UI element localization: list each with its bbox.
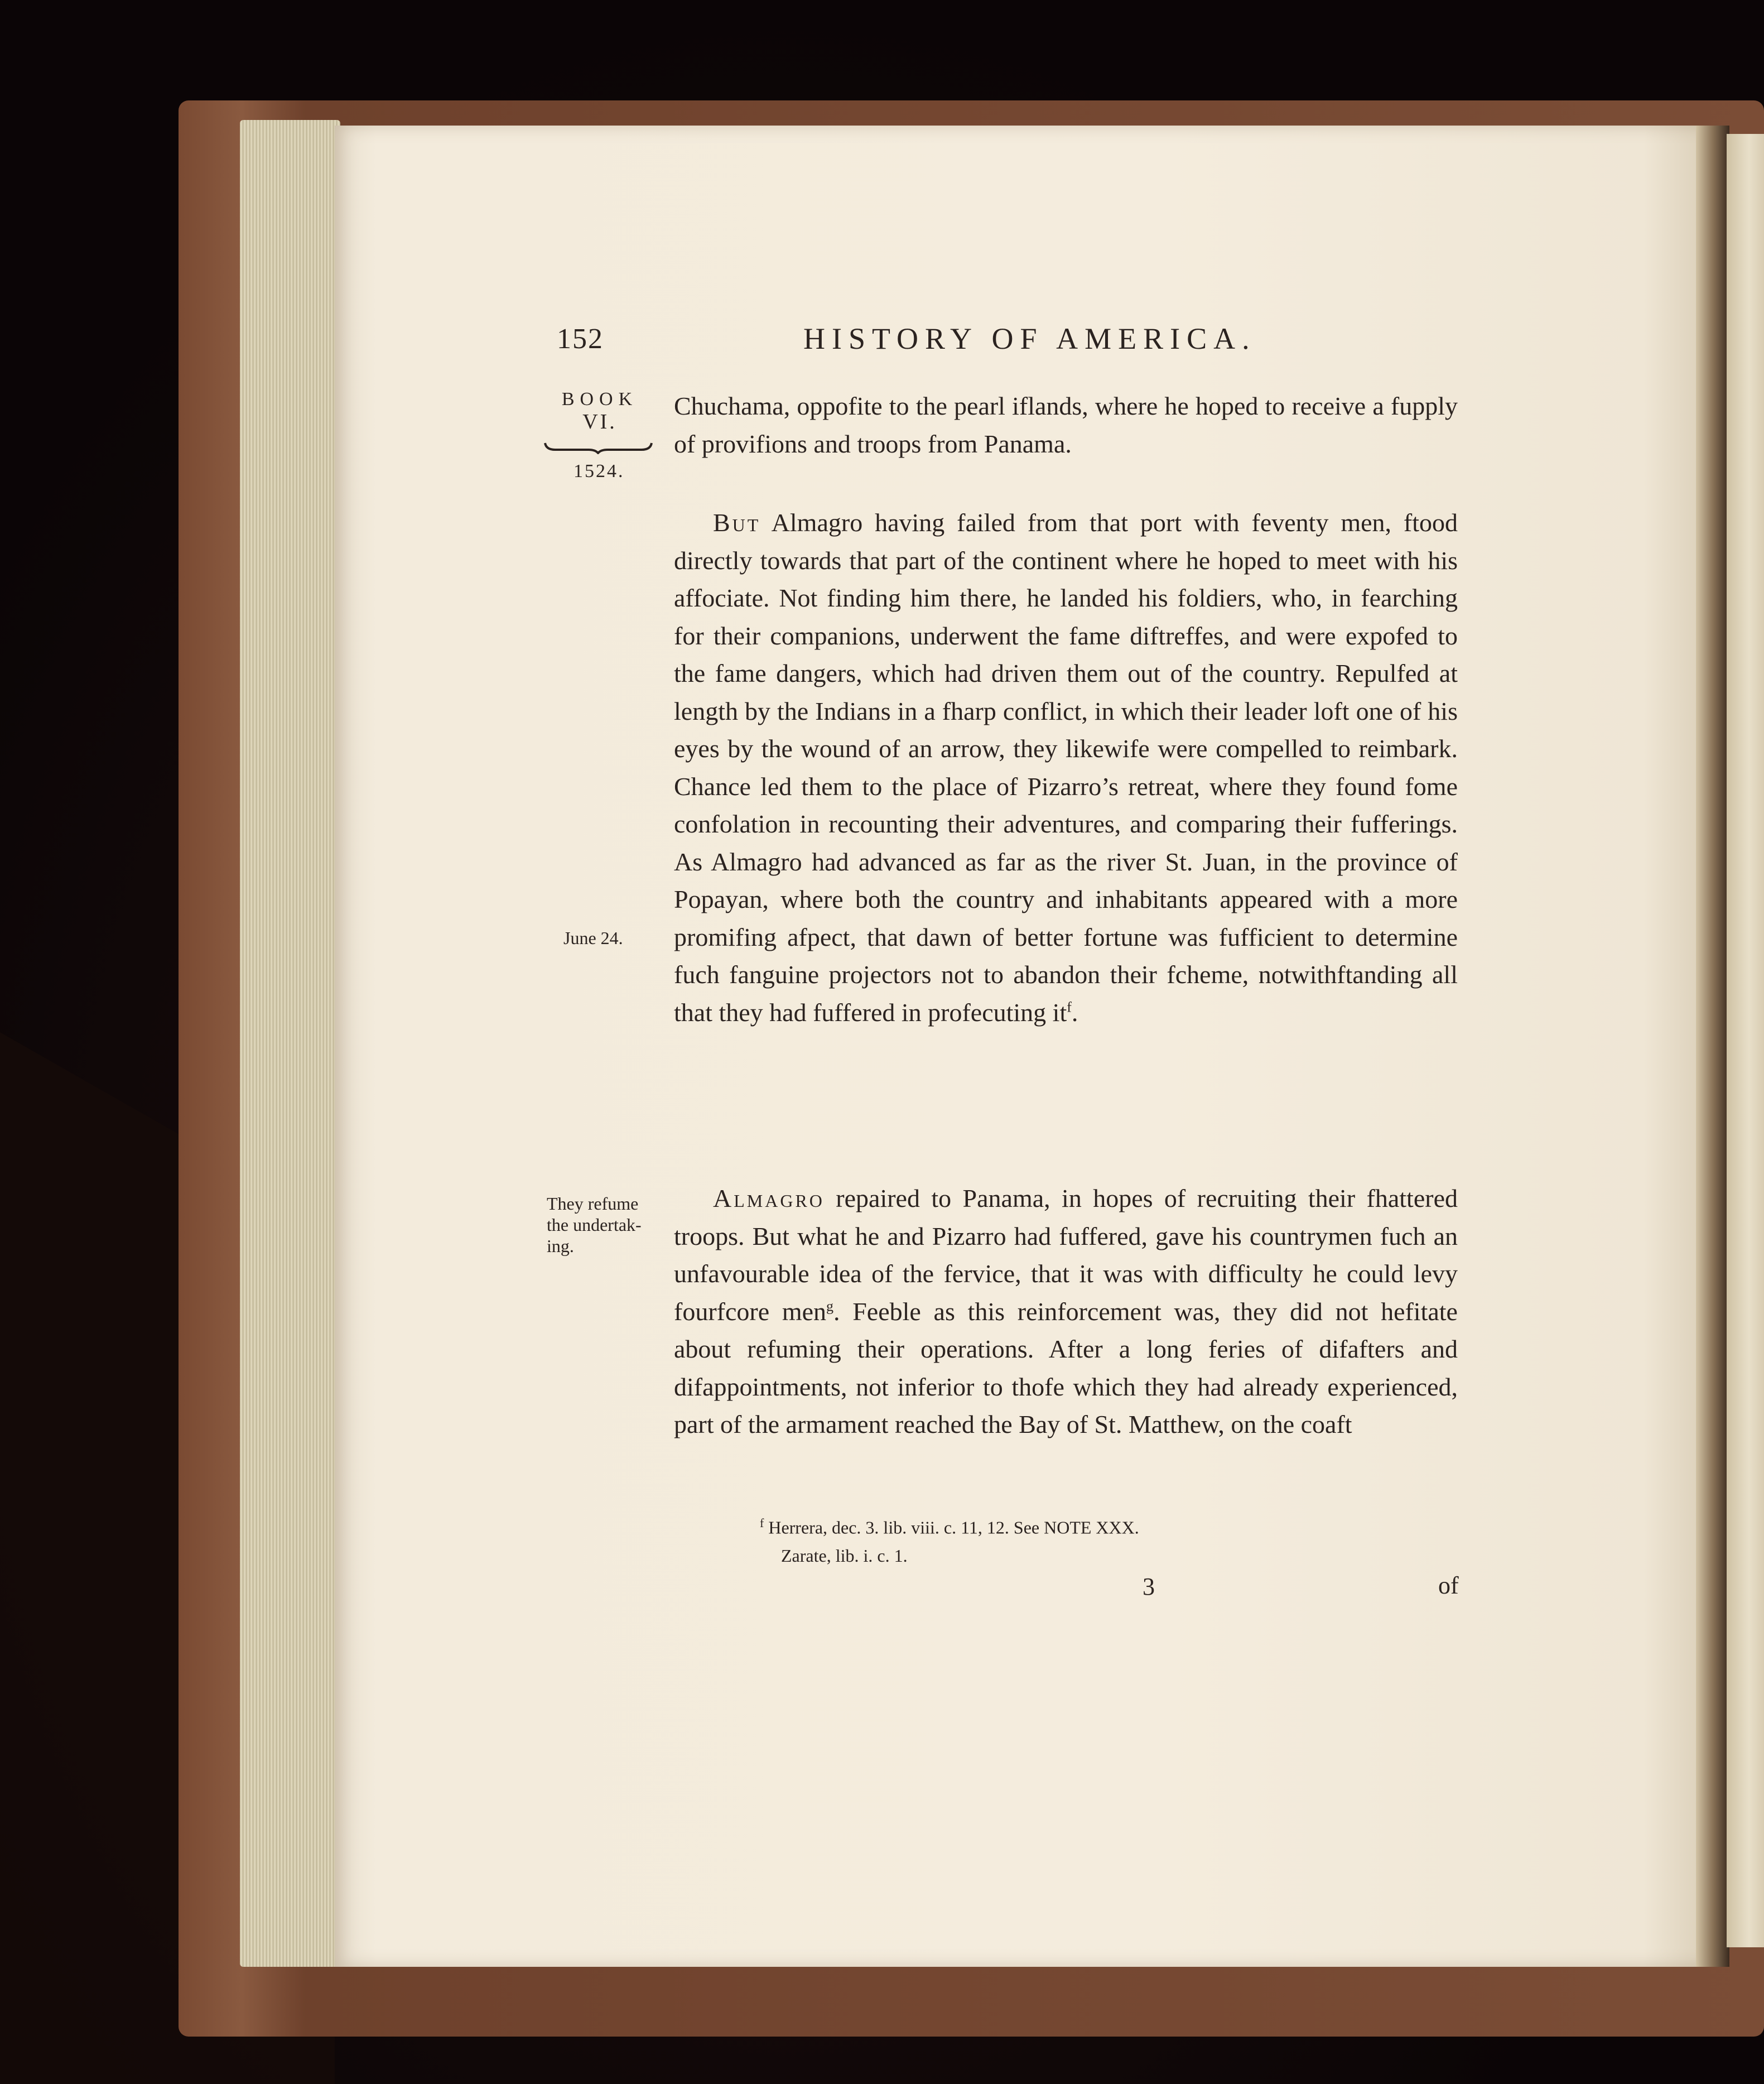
footnote-line-2: Zarate, lib. i. c. 1. <box>781 1545 908 1566</box>
margin-book-label <box>544 388 656 433</box>
brace-ornament <box>544 441 653 454</box>
paragraph-2 <box>674 504 1458 1031</box>
book-label: BOOK <box>561 389 638 410</box>
side-note-line: the undertak- <box>547 1215 642 1235</box>
signature-mark: 3 <box>1143 1573 1155 1600</box>
footnote-ref-f: f <box>1067 999 1072 1015</box>
margin-side-note <box>547 1193 642 1257</box>
margin-year: 1524. <box>573 461 625 482</box>
paragraph-1-text: Chuchama, oppofite to the pearl iflands, where he hoped to receive a fupply of provifions and troops from Panama. <box>674 392 1458 458</box>
running-title: HISTORY OF AMERICA. <box>803 322 1256 355</box>
footnote-line-1 <box>760 1509 1485 1542</box>
paragraph-3-body-b: . Feeble as this reinforcement was, they did not hefitate about refuming their operations. After a long feries of difafters and difappointments, not inferior to thofe which they had already experienced, part of the armament reached the Bay of St. Matthew, on the coaft <box>674 1297 1458 1438</box>
paragraph-1 <box>674 387 1458 463</box>
footnote-text-1: Herrera, dec. 3. lib. viii. c. 11, 12. See NOTE XXX. <box>768 1517 1139 1538</box>
side-note-line: ing. <box>547 1236 574 1256</box>
footnote-marker: f <box>760 1516 764 1530</box>
facing-page-edge <box>1727 134 1764 1947</box>
margin-date-note: June 24. <box>563 928 623 948</box>
paragraph-3 <box>674 1180 1458 1443</box>
paragraph-3-body-a: repaired to Panama, in hopes of recruiting their fhattered troops. But what he and Pizarro had fuffered, gave his countrymen fuch an unfavourable idea of the fervice, that it was with difficulty he could levy fourfcore men <box>674 1184 1458 1326</box>
paragraph-2-end: . <box>1071 998 1078 1027</box>
page-number: 152 <box>557 323 604 355</box>
page-edges <box>240 120 340 1967</box>
paragraph-3-lead: Almagro <box>713 1184 825 1212</box>
side-note-line: They refume <box>547 1193 639 1214</box>
footnote-ref-g: g <box>826 1298 834 1315</box>
book-volume: VI. <box>582 410 617 434</box>
footnote <box>760 1509 1485 1570</box>
catchword: of <box>1438 1572 1459 1599</box>
paragraph-2-text <box>674 504 1458 1031</box>
book-gutter <box>1696 126 1729 1967</box>
paragraph-2-body: Almagro having failed from that port with feventy men, ftood directly towards that part of the continent where he hoped to meet with his affociate. Not finding him there, he landed his foldiers, who, in fearching for their companions, underwent the fame diftreffes, and were expofed to the fame dangers, which had driven them out of the country. Repulfed at length by the Indians in a fharp conflict, in which their leader loft one of his eyes by the wound of an arrow, they likewife were compelled to reimbark. Chance led them to the place of Pizarro’s retreat, where they found fome confolation in recounting their adventures, and comparing their fufferings. As Almagro had advanced as far as the river St. Juan, in the province of Popayan, where both the country and inhabitants appeared with a more promifing afpect, that dawn of better fortune was fufficient to determine fuch fanguine projectors not to abandon their fcheme, notwithftanding all that they had fuffered in profecuting it <box>674 508 1458 1027</box>
paragraph-2-lead: But <box>713 508 761 537</box>
paragraph-3-text <box>674 1180 1458 1443</box>
